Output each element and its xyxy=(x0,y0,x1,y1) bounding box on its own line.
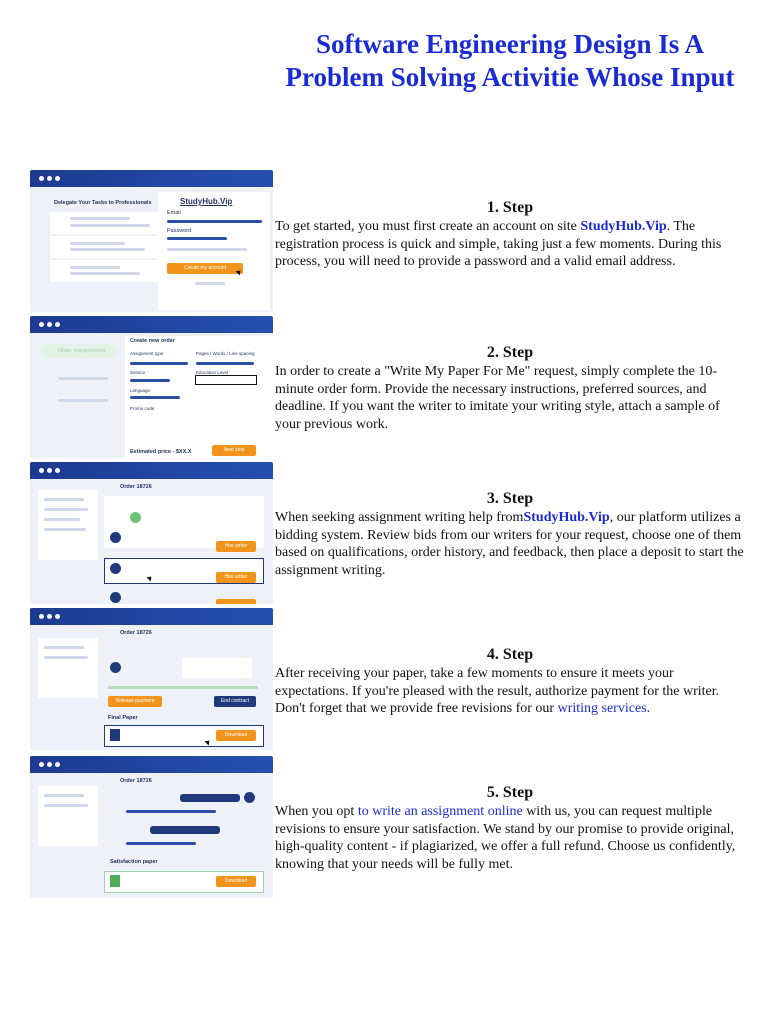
step-5-heading: 5. Step xyxy=(486,784,534,801)
s4-download-button: Download xyxy=(216,730,256,741)
s5-satisfaction-label: Satisfaction paper xyxy=(110,859,158,865)
step3-screenshot xyxy=(30,462,273,604)
s2-service-label: Service xyxy=(130,370,146,375)
step-4 xyxy=(275,645,745,718)
s1-brand: StudyHub.Vip xyxy=(180,197,233,206)
step-1 xyxy=(275,198,745,271)
page-title: Software Engineering Design Is A Problem Solving Activitie Whose Input xyxy=(285,29,735,92)
step5-screenshot xyxy=(30,756,273,898)
step-3-heading: 3. Step xyxy=(486,490,534,507)
s2-type-label: Assignment type xyxy=(130,351,164,356)
step-2 xyxy=(275,343,745,433)
step-5-text: When you opt to write an assignment online with us, you can request multiple revisions to ensure your satisfaction. We stand by our promise to provide original, high-quality content - if plagiarized, we offer a full refund. Choose us confidently, knowing that your needs will be fully met. xyxy=(275,804,736,872)
s5-order: Order 18726 xyxy=(120,778,152,784)
s5-download-button: Download xyxy=(216,876,256,887)
step-4-link[interactable]: writing services xyxy=(557,701,647,716)
step-4-heading: 4. Step xyxy=(486,646,534,663)
step-3 xyxy=(275,489,745,579)
s2-deadline-label: Education Level xyxy=(196,370,229,375)
s4-end-button: End contract xyxy=(214,696,256,707)
s2-next-button: Next step xyxy=(212,445,256,456)
s1-password-label: Password xyxy=(167,228,192,234)
s1-email-label: Email xyxy=(167,210,181,216)
s2-price: Estimated price - $XX.X xyxy=(130,449,192,455)
s2-lang-label: Language xyxy=(130,388,151,393)
step-1-link[interactable]: StudyHub.Vip xyxy=(580,219,667,234)
step-5 xyxy=(275,783,745,873)
s4-release-button: Release payment xyxy=(108,696,162,707)
step-5-link[interactable]: to write an assignment online xyxy=(357,804,523,819)
s2-pages-label: Pages / Words / Line spacing xyxy=(196,351,255,356)
s3-order: Order 18726 xyxy=(120,484,152,490)
step4-screenshot xyxy=(30,608,273,750)
s4-order: Order 18726 xyxy=(120,630,152,636)
s3-hire-button-2: Hire writer xyxy=(216,572,256,583)
step-4-text: After receiving your paper, take a few moments to ensure it meets your expectations. If you're pleased with the result, authorize payment for the writer. Don't forget that we provide free revisions for our writing services. xyxy=(275,666,720,716)
s3-hire-button-1: Hire writer xyxy=(216,541,256,552)
step-2-heading: 2. Step xyxy=(486,344,534,361)
step-2-text: In order to create a "Write My Paper For Me" request, simply complete the 10-minute order form. Provide the necessary instructions, preferred sources, and deadline. If you want the writer to imitate your writing style, attach a sample of your previous work. xyxy=(275,364,720,432)
s4-final-label: Final Paper xyxy=(108,715,138,721)
step-3-text: When seeking assignment writing help fromStudyHub.Vip, our platform utilizes a bidding system. Review bids from our writers for your request, choose one of them based on qualifications, order history, and feedback, then place a deposit to start the assignment writing. xyxy=(275,510,744,578)
step-1-text: To get started, you must first create an account on site StudyHub.Vip. The registration process is quick and simple, taking just a few moments. During this process, you will need to provide a password and a valid email address. xyxy=(275,219,722,269)
s1-create-button: Create my account xyxy=(167,263,243,274)
step-1-heading: 1. Step xyxy=(486,199,534,216)
step2-screenshot xyxy=(30,316,273,458)
s2-promo-label: Promo code xyxy=(130,406,155,411)
step1-screenshot xyxy=(30,170,273,312)
s2-heading: Create new order xyxy=(130,338,175,344)
s1-heading: Delegate Your Tasks to Professionals xyxy=(54,200,152,206)
s2-step1: Order requirements xyxy=(58,348,106,354)
step-3-link[interactable]: StudyHub.Vip xyxy=(523,510,610,525)
